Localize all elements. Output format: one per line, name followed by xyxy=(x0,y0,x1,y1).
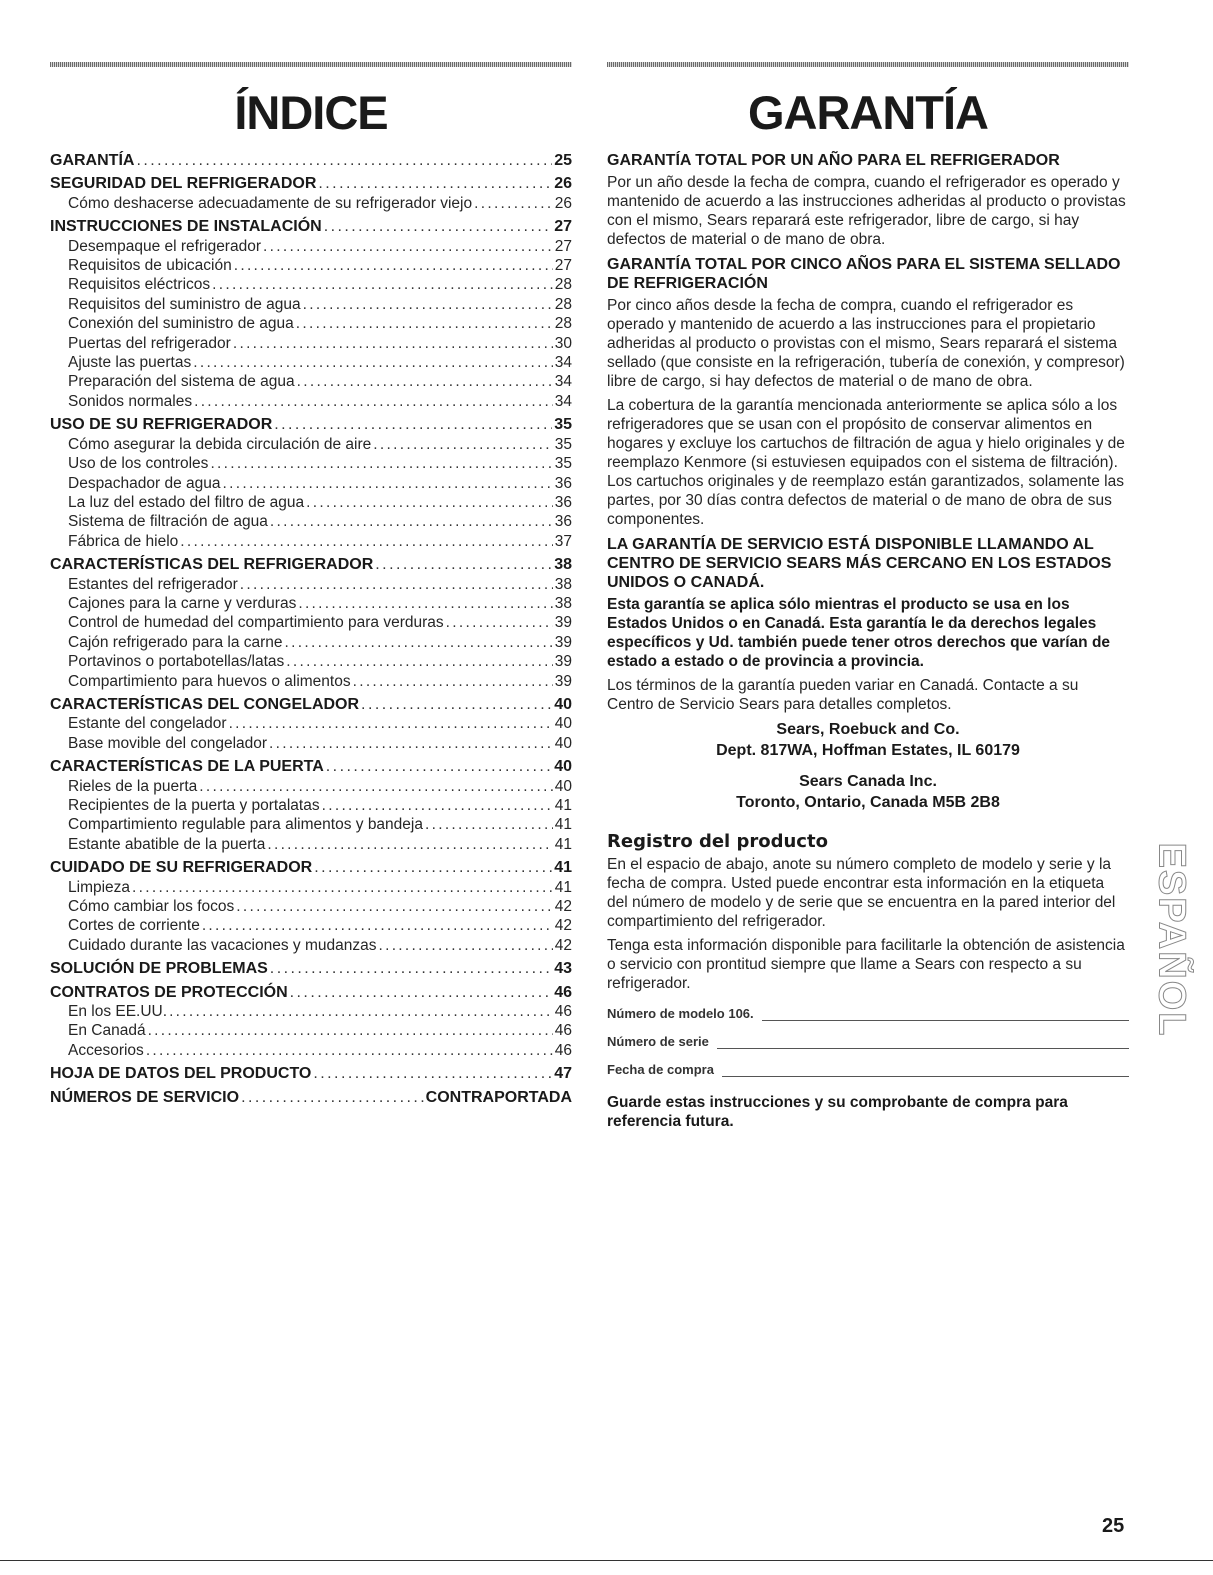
toc-subsection[interactable] xyxy=(50,314,572,333)
toc-leader-dots xyxy=(274,415,552,434)
purchase-date-label: Fecha de compra xyxy=(607,1062,714,1077)
address-us-line: Dept. 817WA, Hoffman Estates, IL 60179 xyxy=(716,742,1020,759)
warranty-column xyxy=(607,62,1129,1136)
toc-label: Cajones para la carne y verduras xyxy=(68,594,297,612)
toc-page-number: 27 xyxy=(554,237,572,255)
toc-page-number: 36 xyxy=(554,513,572,531)
toc-leader-dots xyxy=(353,672,553,691)
toc-section[interactable] xyxy=(50,151,572,170)
toc-leader-dots xyxy=(318,174,552,193)
toc-label: CARACTERÍSTICAS DE LA PUERTA xyxy=(50,758,324,776)
toc-page-number: 39 xyxy=(554,633,572,651)
toc-label: Requisitos del suministro de agua xyxy=(68,295,301,313)
toc-leader-dots xyxy=(313,1064,552,1083)
service-heading: LA GARANTÍA DE SERVICIO ESTÁ DISPONIBLE LLAMANDO AL CENTRO DE SERVICIO SEARS MÁS CERCANO EN LOS ESTADOS UNIDOS O CANADÁ. xyxy=(607,536,1112,591)
toc-label: Despachador de agua xyxy=(68,474,221,492)
toc-label: Cómo deshacerse adecuadamente de su refrigerador viejo xyxy=(68,194,473,212)
toc-page-number: 38 xyxy=(554,594,572,612)
toc-label: HOJA DE DATOS DEL PRODUCTO xyxy=(50,1065,312,1083)
toc-leader-dots xyxy=(298,594,552,613)
toc-section[interactable] xyxy=(50,695,572,714)
toc-leader-dots xyxy=(240,575,553,594)
toc-page-number: 28 xyxy=(554,276,572,294)
toc-leader-dots xyxy=(270,959,552,978)
applies-text: Esta garantía se aplica sólo mientras el producto se usa en los Estados Unidos o en Canadá. Esta garantía le da derechos legales específicos y Ud. también puede tener otros derechos que varían de estado a estado o de provincia a provincia. xyxy=(607,596,1111,670)
purchase-date-field[interactable] xyxy=(607,1057,1129,1077)
language-side-tab xyxy=(1150,815,1192,1065)
toc-page-number: 39 xyxy=(554,653,572,671)
toc-subsection[interactable] xyxy=(50,1041,572,1060)
toc-leader-dots xyxy=(324,217,552,236)
address-canada-line: Toronto, Ontario, Canada M5B 2B8 xyxy=(736,794,1000,811)
address-canada xyxy=(607,771,1129,813)
toc-label: SEGURIDAD DEL REFRIGERADOR xyxy=(50,175,317,193)
toc-label: Estantes del refrigerador xyxy=(68,575,238,593)
toc-page-number: 46 xyxy=(554,1022,572,1040)
toc-label: Accesorios xyxy=(68,1041,144,1059)
toc-page-number: 26 xyxy=(554,175,572,193)
toc-subsection[interactable] xyxy=(50,835,572,854)
toc-label: Cajón refrigerado para la carne xyxy=(68,633,283,651)
toc-leader-dots xyxy=(267,835,552,854)
toc-label: Ajuste las puertas xyxy=(68,354,192,372)
toc-label: Sistema de filtración de agua xyxy=(68,513,268,531)
toc-subsection[interactable] xyxy=(50,392,572,411)
toc-leader-dots xyxy=(296,314,553,333)
language-side-tab-text: ESPAÑOL xyxy=(1150,842,1193,1038)
toc-page-number: 41 xyxy=(554,816,572,834)
toc-label: Recipientes de la puerta y portalatas xyxy=(68,797,320,814)
toc-leader-dots xyxy=(269,734,553,753)
toc-subsection[interactable] xyxy=(50,613,572,632)
toc-leader-dots xyxy=(210,454,552,473)
toc-leader-dots xyxy=(194,392,553,411)
toc-label: Fábrica de hielo xyxy=(68,532,179,550)
five-year-text: Por cinco años desde la fecha de compra, cuando el refrigerador es operado y mantenido de acuerdo a las instrucciones para el propietario adheridas al producto o provistas con el mismo, Sears reparará el sistema sellado (que consiste en la refrigeración, tubería de conexión, y compresor) libre de cargo, si hay defectos de material o de mano de obra. xyxy=(607,297,1125,390)
toc-subsection[interactable] xyxy=(50,897,572,916)
toc-leader-dots xyxy=(234,256,553,275)
toc-label: Compartimiento regulable para alimentos y bandeja xyxy=(68,816,423,834)
registration-text-2: Tenga esta información disponible para facilitarle la obtención de asistencia o servicio con prontitud siempre que llame a Sears con respecto a su refrigerador. xyxy=(607,937,1125,992)
toc-page-number: 46 xyxy=(554,983,572,1001)
toc-page-number: 37 xyxy=(554,532,572,550)
model-number-line[interactable] xyxy=(762,1006,1129,1021)
toc-subsection[interactable] xyxy=(50,474,572,493)
toc-subsection[interactable] xyxy=(50,435,572,454)
toc-label: INSTRUCCIONES DE INSTALACIÓN xyxy=(50,218,322,236)
toc-label: Rieles de la puerta xyxy=(68,777,198,795)
toc-label: Cortes de corriente xyxy=(68,917,200,935)
toc-page-number: 34 xyxy=(554,373,572,391)
index-title: ÍNDICE xyxy=(234,86,388,139)
toc-page-number: 36 xyxy=(554,474,572,492)
page-number: 25 xyxy=(1102,1515,1125,1537)
toc-section[interactable] xyxy=(50,757,572,776)
toc-leader-dots xyxy=(297,372,553,391)
toc-label: Estante abatible de la puerta xyxy=(68,835,266,853)
toc-page-number: 40 xyxy=(554,758,572,776)
toc-subsection[interactable] xyxy=(50,815,572,834)
address-us xyxy=(607,719,1129,761)
toc-subsection[interactable] xyxy=(50,493,572,512)
toc-label: CARACTERÍSTICAS DEL REFRIGERADOR xyxy=(50,556,374,574)
toc-subsection[interactable] xyxy=(50,777,572,796)
toc-leader-dots xyxy=(285,633,553,652)
toc-page-number: 35 xyxy=(554,455,572,473)
toc-page-number: 40 xyxy=(554,734,572,752)
toc-label: Desempaque el refrigerador xyxy=(68,237,261,255)
toc-page-number: 41 xyxy=(554,797,572,814)
toc-section[interactable] xyxy=(50,858,572,877)
toc-label: Limpieza xyxy=(68,878,131,896)
toc-label: Sonidos normales xyxy=(68,392,193,410)
model-number-field[interactable] xyxy=(607,1001,1129,1021)
terms-text: Los términos de la garantía pueden variar en Canadá. Contacte a su Centro de Servicio Sears para detalles completos. xyxy=(607,677,1079,713)
toc-page-number: 42 xyxy=(554,917,572,935)
toc-page-number: 30 xyxy=(554,334,572,352)
toc-leader-dots xyxy=(375,555,552,574)
toc-page-number: 27 xyxy=(554,257,572,275)
toc-page-number: 34 xyxy=(554,354,572,372)
toc-subsection[interactable] xyxy=(50,796,572,815)
toc-subsection[interactable] xyxy=(50,672,572,691)
toc-label: Base movible del congelador xyxy=(68,734,268,752)
toc-page-number: 28 xyxy=(554,295,572,313)
toc-page-number: 27 xyxy=(554,218,572,236)
toc-subsection[interactable] xyxy=(50,256,572,275)
toc-label: Puertas del refrigerador xyxy=(68,334,231,352)
toc-page-number: 38 xyxy=(554,575,572,593)
toc-label: Preparación del sistema de agua xyxy=(68,373,295,391)
toc-subsection[interactable] xyxy=(50,916,572,935)
toc-subsection[interactable] xyxy=(50,275,572,294)
serial-number-label: Número de serie xyxy=(607,1034,709,1049)
toc-section[interactable] xyxy=(50,959,572,978)
toc-label: Portavinos o portabotellas/latas xyxy=(68,653,285,671)
toc-subsection[interactable] xyxy=(50,594,572,613)
toc-page-number: 35 xyxy=(554,416,572,434)
toc-leader-dots xyxy=(148,1021,553,1040)
toc-section[interactable] xyxy=(50,174,572,193)
toc-subsection[interactable] xyxy=(50,295,572,314)
toc-subsection[interactable] xyxy=(50,372,572,391)
toc-page-number: 42 xyxy=(554,936,572,954)
toc-label: Conexión del suministro de agua xyxy=(68,315,294,333)
toc-leader-dots xyxy=(474,194,553,213)
warranty-title: GARANTÍA xyxy=(747,86,989,139)
toc-page-number: 41 xyxy=(554,835,572,853)
toc-subsection[interactable] xyxy=(50,575,572,594)
keep-instructions-text: Guarde estas instrucciones y su comprobante de compra para referencia futura. xyxy=(607,1094,1068,1130)
toc-page-number: 36 xyxy=(554,493,572,511)
toc-label: Compartimiento para huevos o alimentos xyxy=(68,672,351,690)
toc-label: Uso de los controles xyxy=(68,455,209,473)
toc-subsection[interactable] xyxy=(50,936,572,955)
toc-page-number: 41 xyxy=(554,859,572,877)
toc-leader-dots xyxy=(193,353,553,372)
toc-leader-dots xyxy=(169,1002,553,1021)
bottom-rule xyxy=(0,1560,1213,1561)
toc-subsection[interactable] xyxy=(50,633,572,652)
toc-label: Cuidado durante las vacaciones y mudanzas xyxy=(68,936,377,954)
toc-leader-dots xyxy=(132,878,553,897)
toc-subsection[interactable] xyxy=(50,353,572,372)
toc-page-number: 39 xyxy=(554,672,572,690)
toc-subsection[interactable] xyxy=(50,878,572,897)
index-column xyxy=(50,62,572,1107)
toc-leader-dots xyxy=(223,474,553,493)
toc-page-number: 46 xyxy=(554,1041,572,1059)
toc-page-number: 25 xyxy=(554,152,572,169)
toc-leader-dots xyxy=(314,858,552,877)
toc-label: CONTRATOS DE PROTECCIÓN xyxy=(50,983,288,1001)
toc-subsection[interactable] xyxy=(50,734,572,753)
toc-label: USO DE SU REFRIGERADOR xyxy=(50,416,273,434)
toc-label: Control de humedad del compartimiento para verduras xyxy=(68,614,444,632)
toc-leader-dots xyxy=(146,1041,553,1060)
toc-page-number: 38 xyxy=(554,556,572,574)
address-canada-name: Sears Canada Inc. xyxy=(799,773,937,790)
toc-leader-dots xyxy=(263,237,553,256)
toc-leader-dots xyxy=(361,695,552,714)
serial-number-line[interactable] xyxy=(717,1034,1129,1049)
toc-leader-dots xyxy=(446,613,553,632)
toc-section[interactable] xyxy=(50,1064,572,1083)
toc-section[interactable] xyxy=(50,1088,572,1107)
toc-leader-dots xyxy=(306,493,553,512)
toc-subsection[interactable] xyxy=(50,194,572,213)
purchase-date-line[interactable] xyxy=(722,1062,1129,1077)
toc-label: En los EE.UU. xyxy=(68,1003,168,1021)
toc-subsection[interactable] xyxy=(50,714,572,733)
toc-label: CUIDADO DE SU REFRIGERADOR xyxy=(50,859,313,877)
top-rule xyxy=(607,62,1129,67)
toc-leader-dots xyxy=(303,295,553,314)
toc-leader-dots xyxy=(136,151,552,170)
toc-leader-dots xyxy=(378,936,552,955)
toc-subsection[interactable] xyxy=(50,1021,572,1040)
toc-subsection[interactable] xyxy=(50,237,572,256)
toc-leader-dots xyxy=(199,777,553,796)
toc-page-number: 26 xyxy=(554,194,572,212)
toc-label: En Canadá xyxy=(68,1022,146,1040)
toc-page-number: 40 xyxy=(554,695,572,713)
toc-page-number: 40 xyxy=(554,715,572,733)
model-number-label: Número de modelo 106. xyxy=(607,1006,754,1021)
toc-page-number: 34 xyxy=(554,392,572,410)
top-rule xyxy=(50,62,572,67)
toc-subsection[interactable] xyxy=(50,532,572,551)
toc-label: Requisitos de ubicación xyxy=(68,257,232,275)
registration-title: Registro del producto xyxy=(607,831,828,852)
serial-number-field[interactable] xyxy=(607,1029,1129,1049)
toc-label: Cómo asegurar la debida circulación de aire xyxy=(68,435,372,453)
toc-leader-dots xyxy=(233,334,553,353)
toc-leader-dots xyxy=(270,512,553,531)
toc-subsection[interactable] xyxy=(50,652,572,671)
toc-page-number: CONTRAPORTADA xyxy=(425,1088,572,1106)
toc-page-number: 40 xyxy=(554,777,572,795)
toc-leader-dots xyxy=(286,652,552,671)
toc-label: Estante del congelador xyxy=(68,715,227,733)
toc-page-number: 28 xyxy=(554,315,572,333)
toc-subsection[interactable] xyxy=(50,512,572,531)
toc-label: NÚMEROS DE SERVICIO xyxy=(50,1088,240,1106)
toc-page-number: 43 xyxy=(554,960,572,978)
toc-label: La luz del estado del filtro de agua xyxy=(68,493,305,511)
toc-leader-dots xyxy=(290,983,553,1002)
toc-leader-dots xyxy=(180,532,552,551)
coverage-text: La cobertura de la garantía mencionada anteriormente se aplica sólo a los refrigeradores que se usan con el propósito de conservar alimentos en hogares y excluye los cartuchos de filtración de agua y hielo originales y de reemplazo Kenmore (si estuviesen equipados con el sistema de filtración). Los cartuchos originales y de reemplazo están garantizados, solamente las partes, por 30 días contra defectos de material o de mano de obra de sus componentes. xyxy=(607,397,1125,528)
toc-page-number: 39 xyxy=(554,614,572,632)
toc-label: Requisitos eléctricos xyxy=(68,276,211,294)
toc-label: Cómo cambiar los focos xyxy=(68,898,235,916)
registration-text-1: En el espacio de abajo, anote su número completo de modelo y serie y la fecha de compra. Usted puede encontrar esta información en la etiqueta del número de modelo y de serie que se encuentra en la pared interior del compartimiento del refrigerador. xyxy=(607,856,1116,930)
toc-leader-dots xyxy=(322,796,553,815)
toc-leader-dots xyxy=(212,275,553,294)
toc-section[interactable] xyxy=(50,415,572,434)
address-us-name: Sears, Roebuck and Co. xyxy=(776,721,960,738)
toc-leader-dots xyxy=(229,714,553,733)
toc-label: SOLUCIÓN DE PROBLEMAS xyxy=(50,960,268,978)
toc-subsection[interactable] xyxy=(50,1002,572,1021)
one-year-text: Por un año desde la fecha de compra, cuando el refrigerador es operado y mantenido de acuerdo a las instrucciones adheridas al producto o provistas con el mismo, Sears reparará este refrigerador, libre de cargo, si hay defectos de material o de mano de obra. xyxy=(607,174,1126,248)
one-year-heading: GARANTÍA TOTAL POR UN AÑO PARA EL REFRIGERADOR xyxy=(607,152,1060,169)
toc-leader-dots xyxy=(425,815,553,834)
toc-leader-dots xyxy=(236,897,552,916)
toc-label: CARACTERÍSTICAS DEL CONGELADOR xyxy=(50,695,360,713)
toc-page-number: 35 xyxy=(554,435,572,453)
toc-label: GARANTÍA xyxy=(50,152,135,169)
toc-section[interactable] xyxy=(50,555,572,574)
toc-leader-dots xyxy=(241,1088,424,1107)
toc-section[interactable] xyxy=(50,217,572,236)
toc-section[interactable] xyxy=(50,983,572,1002)
toc-page-number: 42 xyxy=(554,898,572,916)
toc-page-number: 46 xyxy=(554,1003,572,1021)
toc-leader-dots xyxy=(326,757,552,776)
toc-page-number: 41 xyxy=(554,878,572,896)
toc-leader-dots xyxy=(202,916,553,935)
toc-subsection[interactable] xyxy=(50,454,572,473)
toc-page-number: 47 xyxy=(554,1065,572,1083)
table-of-contents xyxy=(50,151,572,1107)
toc-leader-dots xyxy=(373,435,552,454)
five-year-heading: GARANTÍA TOTAL POR CINCO AÑOS PARA EL SISTEMA SELLADO DE REFRIGERACIÓN xyxy=(607,256,1121,292)
toc-subsection[interactable] xyxy=(50,334,572,353)
